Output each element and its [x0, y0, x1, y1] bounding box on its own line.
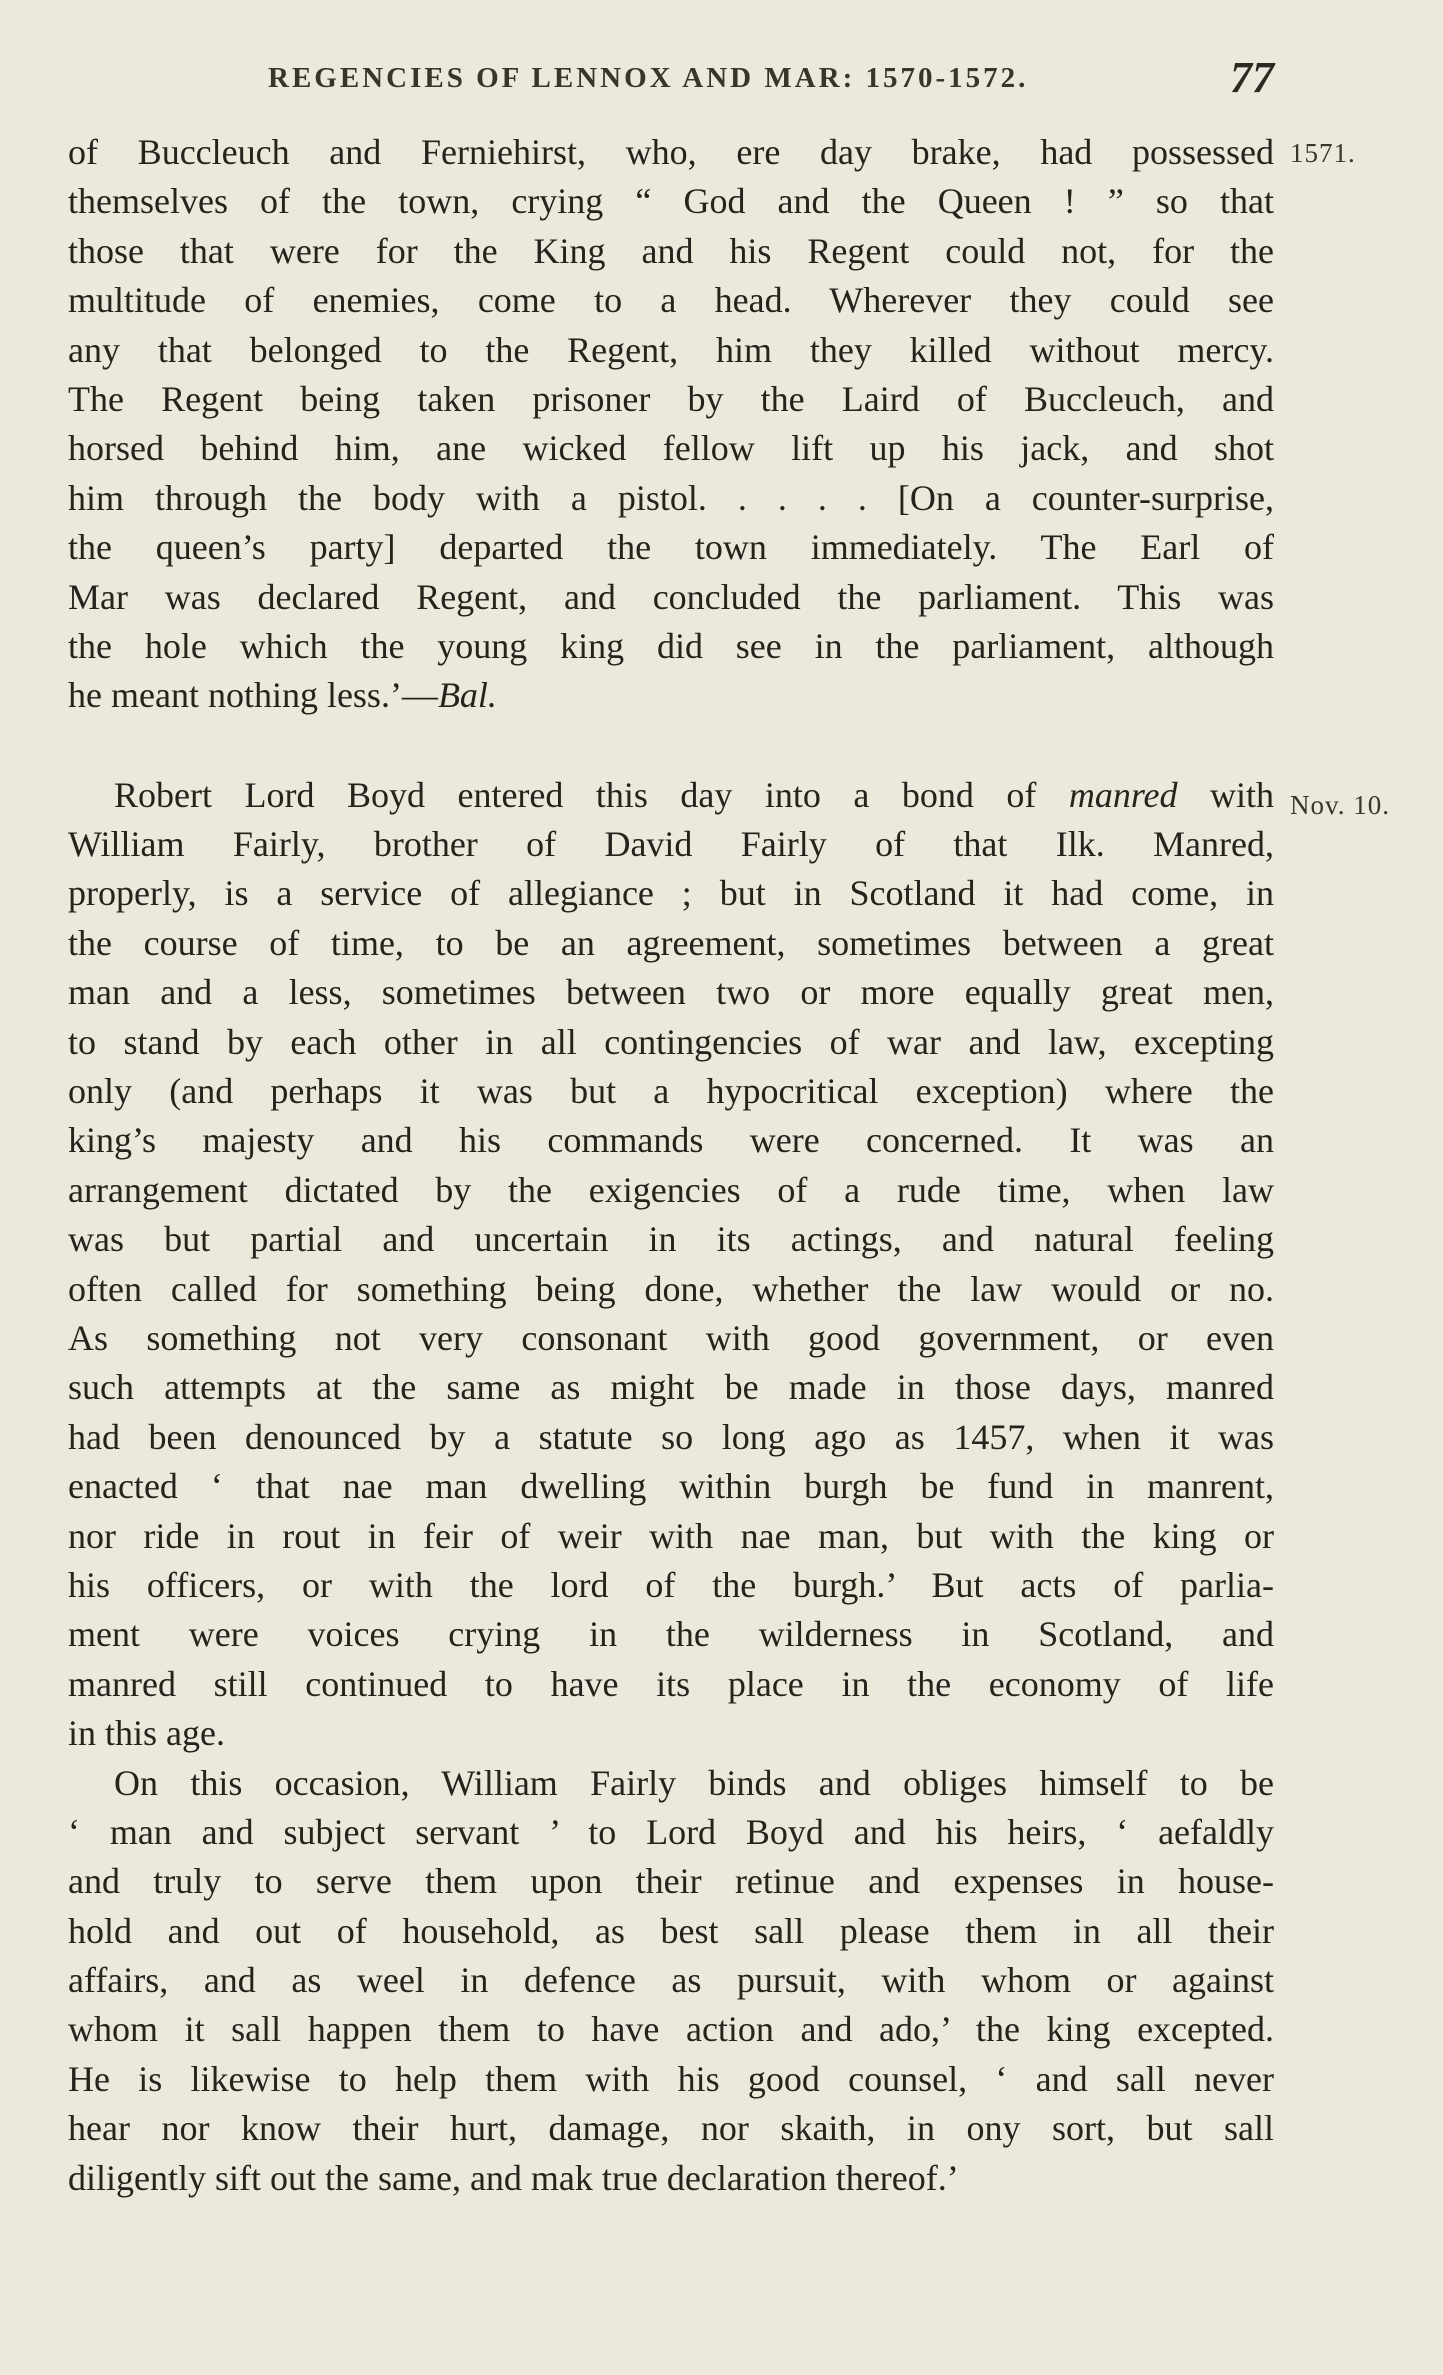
text-line: hear nor know their hurt, damage, nor skaith, in ony sort, but sall — [68, 2108, 1274, 2149]
source-citation: Bal. — [437, 675, 497, 716]
text-line: and truly to serve them upon their retinue and expenses in house- — [68, 1861, 1274, 1902]
text-line: man and a less, sometimes between two or more equally great men, — [68, 972, 1274, 1013]
text-run: he meant nothing less.’— — [68, 675, 438, 716]
paragraph-gap — [68, 721, 1274, 771]
text-line: was but partial and uncertain in its actings, and natural feeling — [68, 1219, 1274, 1260]
text-line: The Regent being taken prisoner by the Laird of Buccleuch, and — [68, 378, 1274, 419]
page-number: 77 — [1230, 53, 1274, 102]
text-line: such attempts at the same as might be made in those days, manred — [68, 1367, 1274, 1408]
text-line: horsed behind him, ane wicked fellow lift up his jack, and shot — [68, 428, 1274, 469]
text-line: ‘ man and subject servant ’ to Lord Boyd and his heirs, ‘ aefaldly — [68, 1811, 1274, 1852]
text-line: in this age. — [68, 1713, 225, 1754]
text-line: arrangement dictated by the exigencies of a rude time, when law — [68, 1169, 1274, 1210]
margin-note-date: Nov. 10. — [1290, 790, 1390, 820]
text-line: properly, is a service of allegiance ; but in Scotland it had come, in — [68, 873, 1274, 914]
paragraph-2 — [68, 771, 1274, 1759]
text-line: hold and out of household, as best sall please them in all their — [68, 1910, 1274, 1951]
text-line: nor ride in rout in feir of weir with nae man, but with the king or — [68, 1515, 1274, 1556]
text-line: ment were voices crying in the wilderness in Scotland, and — [68, 1614, 1274, 1655]
text-line: only (and perhaps it was but a hypocritical exception) where the — [68, 1071, 1274, 1112]
text-line: enacted ‘ that nae man dwelling within burgh be fund in manrent, — [68, 1466, 1274, 1507]
text-line — [68, 771, 1274, 820]
text-line: multitude of enemies, come to a head. Wherever they could see — [68, 280, 1274, 321]
text-line: often called for something being done, whether the law would or no. — [68, 1268, 1274, 1309]
text-line: any that belonged to the Regent, him they killed without mercy. — [68, 329, 1274, 370]
paragraph-3 — [68, 1759, 1274, 2204]
text-line: whom it sall happen them to have action and ado,’ the king excepted. — [68, 2009, 1274, 2050]
italic-term: manred — [1068, 774, 1178, 815]
text-line: He is likewise to help them with his good counsel, ‘ and sall never — [68, 2058, 1274, 2099]
text-run: with — [1177, 774, 1274, 815]
text-line: his officers, or with the lord of the burgh.’ But acts of parlia- — [68, 1564, 1274, 1605]
text-line: him through the body with a pistol. . . . . [On a counter-surprise, — [68, 477, 1274, 518]
text-line — [68, 671, 1274, 720]
paragraph-1 — [68, 128, 1274, 721]
text-run: Robert Lord Boyd entered this day into a bond of — [114, 774, 1069, 815]
text-line: Mar was declared Regent, and concluded the parliament. This was — [68, 576, 1274, 617]
text-line: themselves of the town, crying “ God and the Queen ! ” so that — [68, 181, 1274, 222]
text-line: As something not very consonant with good government, or even — [68, 1317, 1274, 1358]
text-line: On this occasion, William Fairly binds and obliges himself to be — [114, 1762, 1274, 1803]
text-line: king’s majesty and his commands were concerned. It was an — [68, 1120, 1274, 1161]
text-line: of Buccleuch and Ferniehirst, who, ere day brake, had possessed — [68, 132, 1274, 172]
running-head — [68, 52, 1274, 102]
text-line: the hole which the young king did see in the parliament, although — [68, 625, 1274, 666]
body-text — [68, 128, 1274, 2203]
text-line: diligently sift out the same, and mak true declaration thereof.’ — [68, 2157, 959, 2198]
running-title: REGENCIES OF LENNOX AND MAR: 1570-1572. — [268, 62, 1029, 94]
text-line: the queen’s party] departed the town immediately. The Earl of — [68, 527, 1274, 568]
text-line: had been denounced by a statute so long ago as 1457, when it was — [68, 1416, 1274, 1457]
text-line: manred still continued to have its place in the economy of life — [68, 1663, 1274, 1704]
text-line: to stand by each other in all contingencies of war and law, excepting — [68, 1021, 1274, 1062]
text-line: William Fairly, brother of David Fairly of that Ilk. Manred, — [68, 824, 1274, 865]
margin-note-year: 1571. — [1290, 138, 1356, 168]
text-line: those that were for the King and his Regent could not, for the — [68, 230, 1274, 271]
text-line: the course of time, to be an agreement, sometimes between a great — [68, 922, 1274, 963]
text-line: affairs, and as weel in defence as pursuit, with whom or against — [68, 1960, 1274, 2001]
